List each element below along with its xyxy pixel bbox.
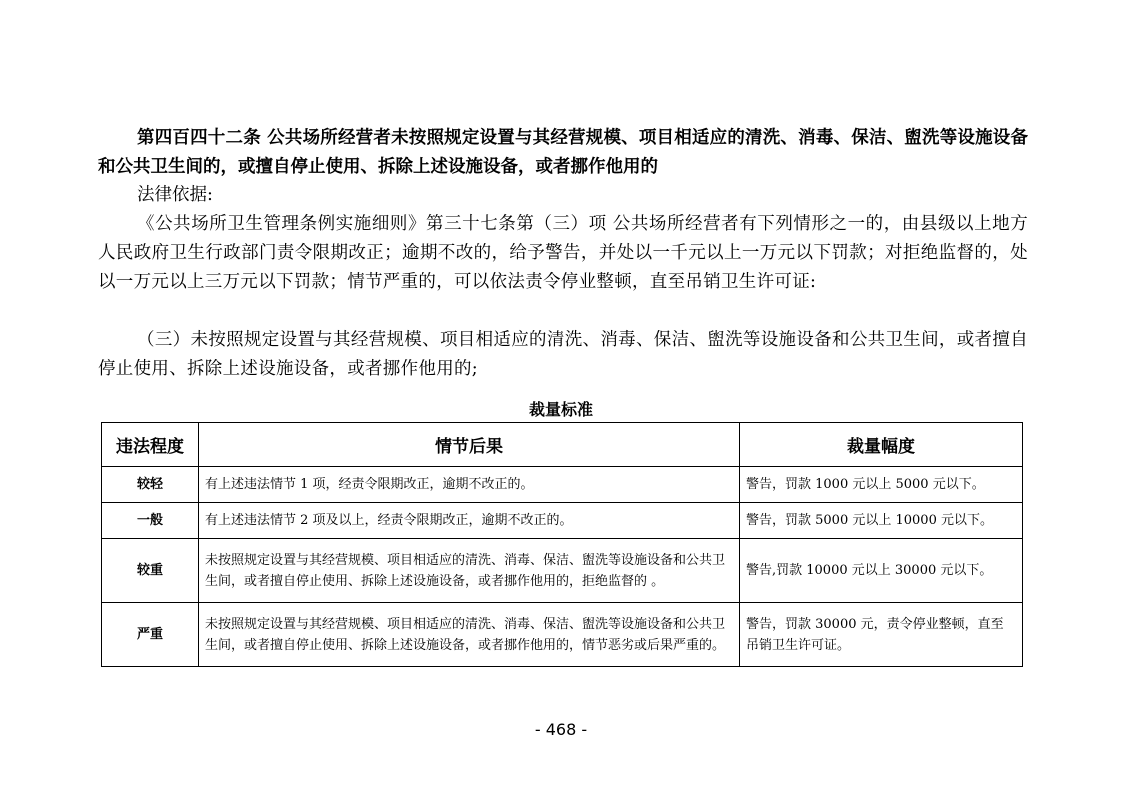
violation-level: 一般: [102, 503, 199, 539]
table-row: [102, 503, 1023, 539]
penalty-cell: 警告，罚款 5000 元以上 10000 元以下。: [740, 503, 1023, 539]
circumstance-cell: 有上述违法情节 1 项，经责令限期改正，逾期不改正的。: [199, 467, 740, 503]
table-row: [102, 467, 1023, 503]
table-title: 裁量标准: [528, 400, 593, 419]
page-number: - 468 -: [534, 720, 588, 739]
legal-basis-label: 法律依据:: [137, 185, 213, 205]
penalty-cell: 警告，罚款 30000 元，责令停业整顿，直至吊销卫生许可证。: [740, 603, 1023, 667]
penalty-cell: 警告,罚款 10000 元以上 30000 元以下。: [740, 539, 1023, 603]
violation-level: 较轻: [102, 467, 199, 503]
circumstance-cell: 未按照规定设置与其经营规模、项目相适应的清洗、消毒、保洁、盥洗等设施设备和公共卫生间，或者擅自停止使用、拆除上述设施设备，或者挪作他用的，拒绝监督的 。: [199, 539, 740, 603]
legal-basis-paragraph: 《公共场所卫生管理条例实施细则》第三十七条第（三）项 公共场所经营者有下列情形之一的，由县级以上地方人民政府卫生行政部门责令限期改正；逾期不改的，给予警告，并处以一千元以上一万元以下罚款；对拒绝监督的，处以一万元以上三万元以下罚款；情节严重的，可以依法责令停业整顿，直至吊销卫生许可证:: [98, 214, 1028, 292]
violation-level: 较重: [102, 539, 199, 603]
header-circumstance: 情节后果: [199, 423, 740, 467]
table-row: [102, 539, 1023, 603]
header-violation-degree: 违法程度: [102, 423, 199, 467]
violation-level: 严重: [102, 603, 199, 667]
table-header-row: [102, 423, 1023, 467]
circumstance-cell: 有上述违法情节 2 项及以上，经责令限期改正，逾期不改正的。: [199, 503, 740, 539]
penalty-cell: 警告，罚款 1000 元以上 5000 元以下。: [740, 467, 1023, 503]
violation-item-paragraph: （三）未按照规定设置与其经营规模、项目相适应的清洗、消毒、保洁、盥洗等设施设备和公共卫生间，或者擅自停止使用、拆除上述设施设备，或者挪作他用的;: [98, 330, 1028, 379]
article-heading: 第四百四十二条 公共场所经营者未按照规定设置与其经营规模、项目相适应的清洗、消毒、保洁、盥洗等设施设备和公共卫生间的，或擅自停止使用、拆除上述设施设备，或者挪作他用的: [98, 128, 1028, 177]
header-penalty-range: 裁量幅度: [740, 423, 1023, 467]
table-row: [102, 603, 1023, 667]
discretion-standard-table: [101, 422, 1023, 667]
circumstance-cell: 未按照规定设置与其经营规模、项目相适应的清洗、消毒、保洁、盥洗等设施设备和公共卫生间，或者擅自停止使用、拆除上述设施设备，或者挪作他用的，情节恶劣或后果严重的。: [199, 603, 740, 667]
